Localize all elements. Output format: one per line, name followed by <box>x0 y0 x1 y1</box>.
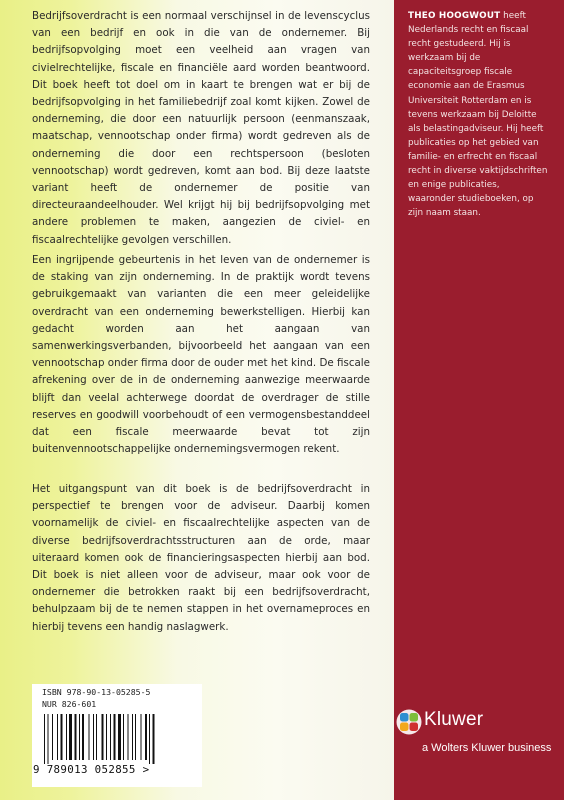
barcode-bar <box>61 714 63 760</box>
barcode-bar <box>118 714 121 760</box>
barcode-bar <box>69 714 72 760</box>
barcode-bar <box>123 714 124 760</box>
barcode-bar <box>145 714 147 760</box>
barcode-bar <box>110 714 111 760</box>
logo-square-4-icon <box>410 723 419 732</box>
intro-paragraph-3: Het uitgangspunt van dit boek is de bedrijfsoverdracht in perspectief te brengen voor de adviseur. Daarbij komen voornamelijk de civiel- en fiscaalrechtelijke aspecten van de diverse bedrijfsoverdrachtsstructuren aan de orde, maar uiteraard komen ook de financieringsaspecten hierbij aan bod. Dit boek is niet alleen voor de adviseur, maar ook voor de ondernemer die betrokken raakt bij een bedrijfsoverdracht, behulpzaam bij de te nemen stappen in het overnameproces en hierbij tevens een handig naslagwerk. <box>32 483 370 633</box>
barcode-bar <box>153 714 155 764</box>
barcode-bar <box>135 714 136 760</box>
publisher-name: Kluwer <box>424 709 484 730</box>
barcode-icon <box>42 714 192 764</box>
barcode-bar <box>102 714 104 760</box>
barcode-bar <box>106 714 107 760</box>
barcode-bar <box>52 714 53 760</box>
intro-paragraph-1: Bedrijfsoverdracht is een normaal verschijnsel in de levenscyclus van een bedrijf en ook in die van de ondernemer. Bij bedrijfsopvolging moet een veelheid aan vragen van civielrechtelijke, fiscale en financiële aard worden beantwoord. Dit boek heeft tot doel om in kaart te brengen wat er bij de bedrijfsopvolging in het familiebedrijf zoal komt kijken. Zowel de onderneming, die door een natuurlijk persoon (eenmanszaak, maatschap, vennootschap onder firma) wordt gedreven als de onderneming die door een rechtspersoon (besloten vennootschap) wordt gedreven, komt aan bod. Bij deze laatste variant heeft de ondernemer de positie van directeuraandeelhouder. Wel krijgt hij bij bedrijfsopvolging met andere problemen te maken, aangezien de civiel- en fiscaalrechtelijke gevolgen verschillen. <box>32 10 370 246</box>
barcode-bar <box>132 714 133 760</box>
intro-paragraph-2: Een ingrijpende gebeurtenis in het leven van de ondernemer is de staking van zijn onderneming. In de praktijk wordt tevens gebruikgemaakt van varianten die een meer geleidelijke overdracht van een onderneming bewerkstelligen. Hierbij kan gedacht worden aan het aangaan van samenwerkingsverbanden, bijvoorbeeld het aangaan van een vennootschap onder firma door de ouder met het kind. De fiscale afrekening over de in de onderneming aanwezige meerwaarde blijft dan veelal achterwege doordat de overdrager de stille reserves en goodwill voorbehoudt of een vermogensbestanddeel dat een fiscale meerwaarde bevat tot zijn buitenvennootschappelijke ondernemingsvermogen rekent. <box>32 254 370 456</box>
logo-square-1-icon <box>400 713 409 722</box>
logo-square-2-icon <box>410 713 419 722</box>
barcode-bar <box>89 714 90 760</box>
barcode-digits: 9 789013 052855 > <box>33 763 150 776</box>
barcode-bar <box>48 714 49 764</box>
barcode-bar <box>114 714 116 760</box>
author-name: THEO HOOGWOUT <box>408 11 501 21</box>
barcode-bar <box>44 714 45 764</box>
barcode-bar <box>128 714 129 760</box>
barcode-bar <box>82 714 84 760</box>
isbn-label: ISBN 978-90-13-05285-5 <box>42 687 151 697</box>
barcode-bar <box>66 714 67 760</box>
barcode-box <box>32 684 202 787</box>
author-bio-text: heeft Nederlands recht en fiscaal recht gestudeerd. Hij is werkzaam bij de capaciteitsgroep fiscale economie aan de Erasmus Universiteit Rotterdam en is tevens werkzaam bij Deloitte als belastingadviseur. Hij heeft publicaties op het gebied van familie- en erfrecht en fiscaal recht in diverse vaktijdschriften en enige publicaties, waaronder studieboeken, op zijn naam staan. <box>408 11 548 219</box>
logo-square-3-icon <box>400 723 409 732</box>
barcode-bar <box>149 714 150 764</box>
barcode-bar <box>141 714 142 760</box>
nur-label: NUR 826-601 <box>42 699 97 709</box>
barcode-bar <box>93 714 94 760</box>
publisher-tagline: a Wolters Kluwer business <box>422 742 552 754</box>
barcode-bar <box>96 714 97 760</box>
kluwer-logo-icon <box>394 707 424 737</box>
barcode-bar <box>57 714 58 760</box>
barcode-bar <box>79 714 80 760</box>
barcode-bar <box>75 714 77 760</box>
author-bio <box>408 9 548 220</box>
